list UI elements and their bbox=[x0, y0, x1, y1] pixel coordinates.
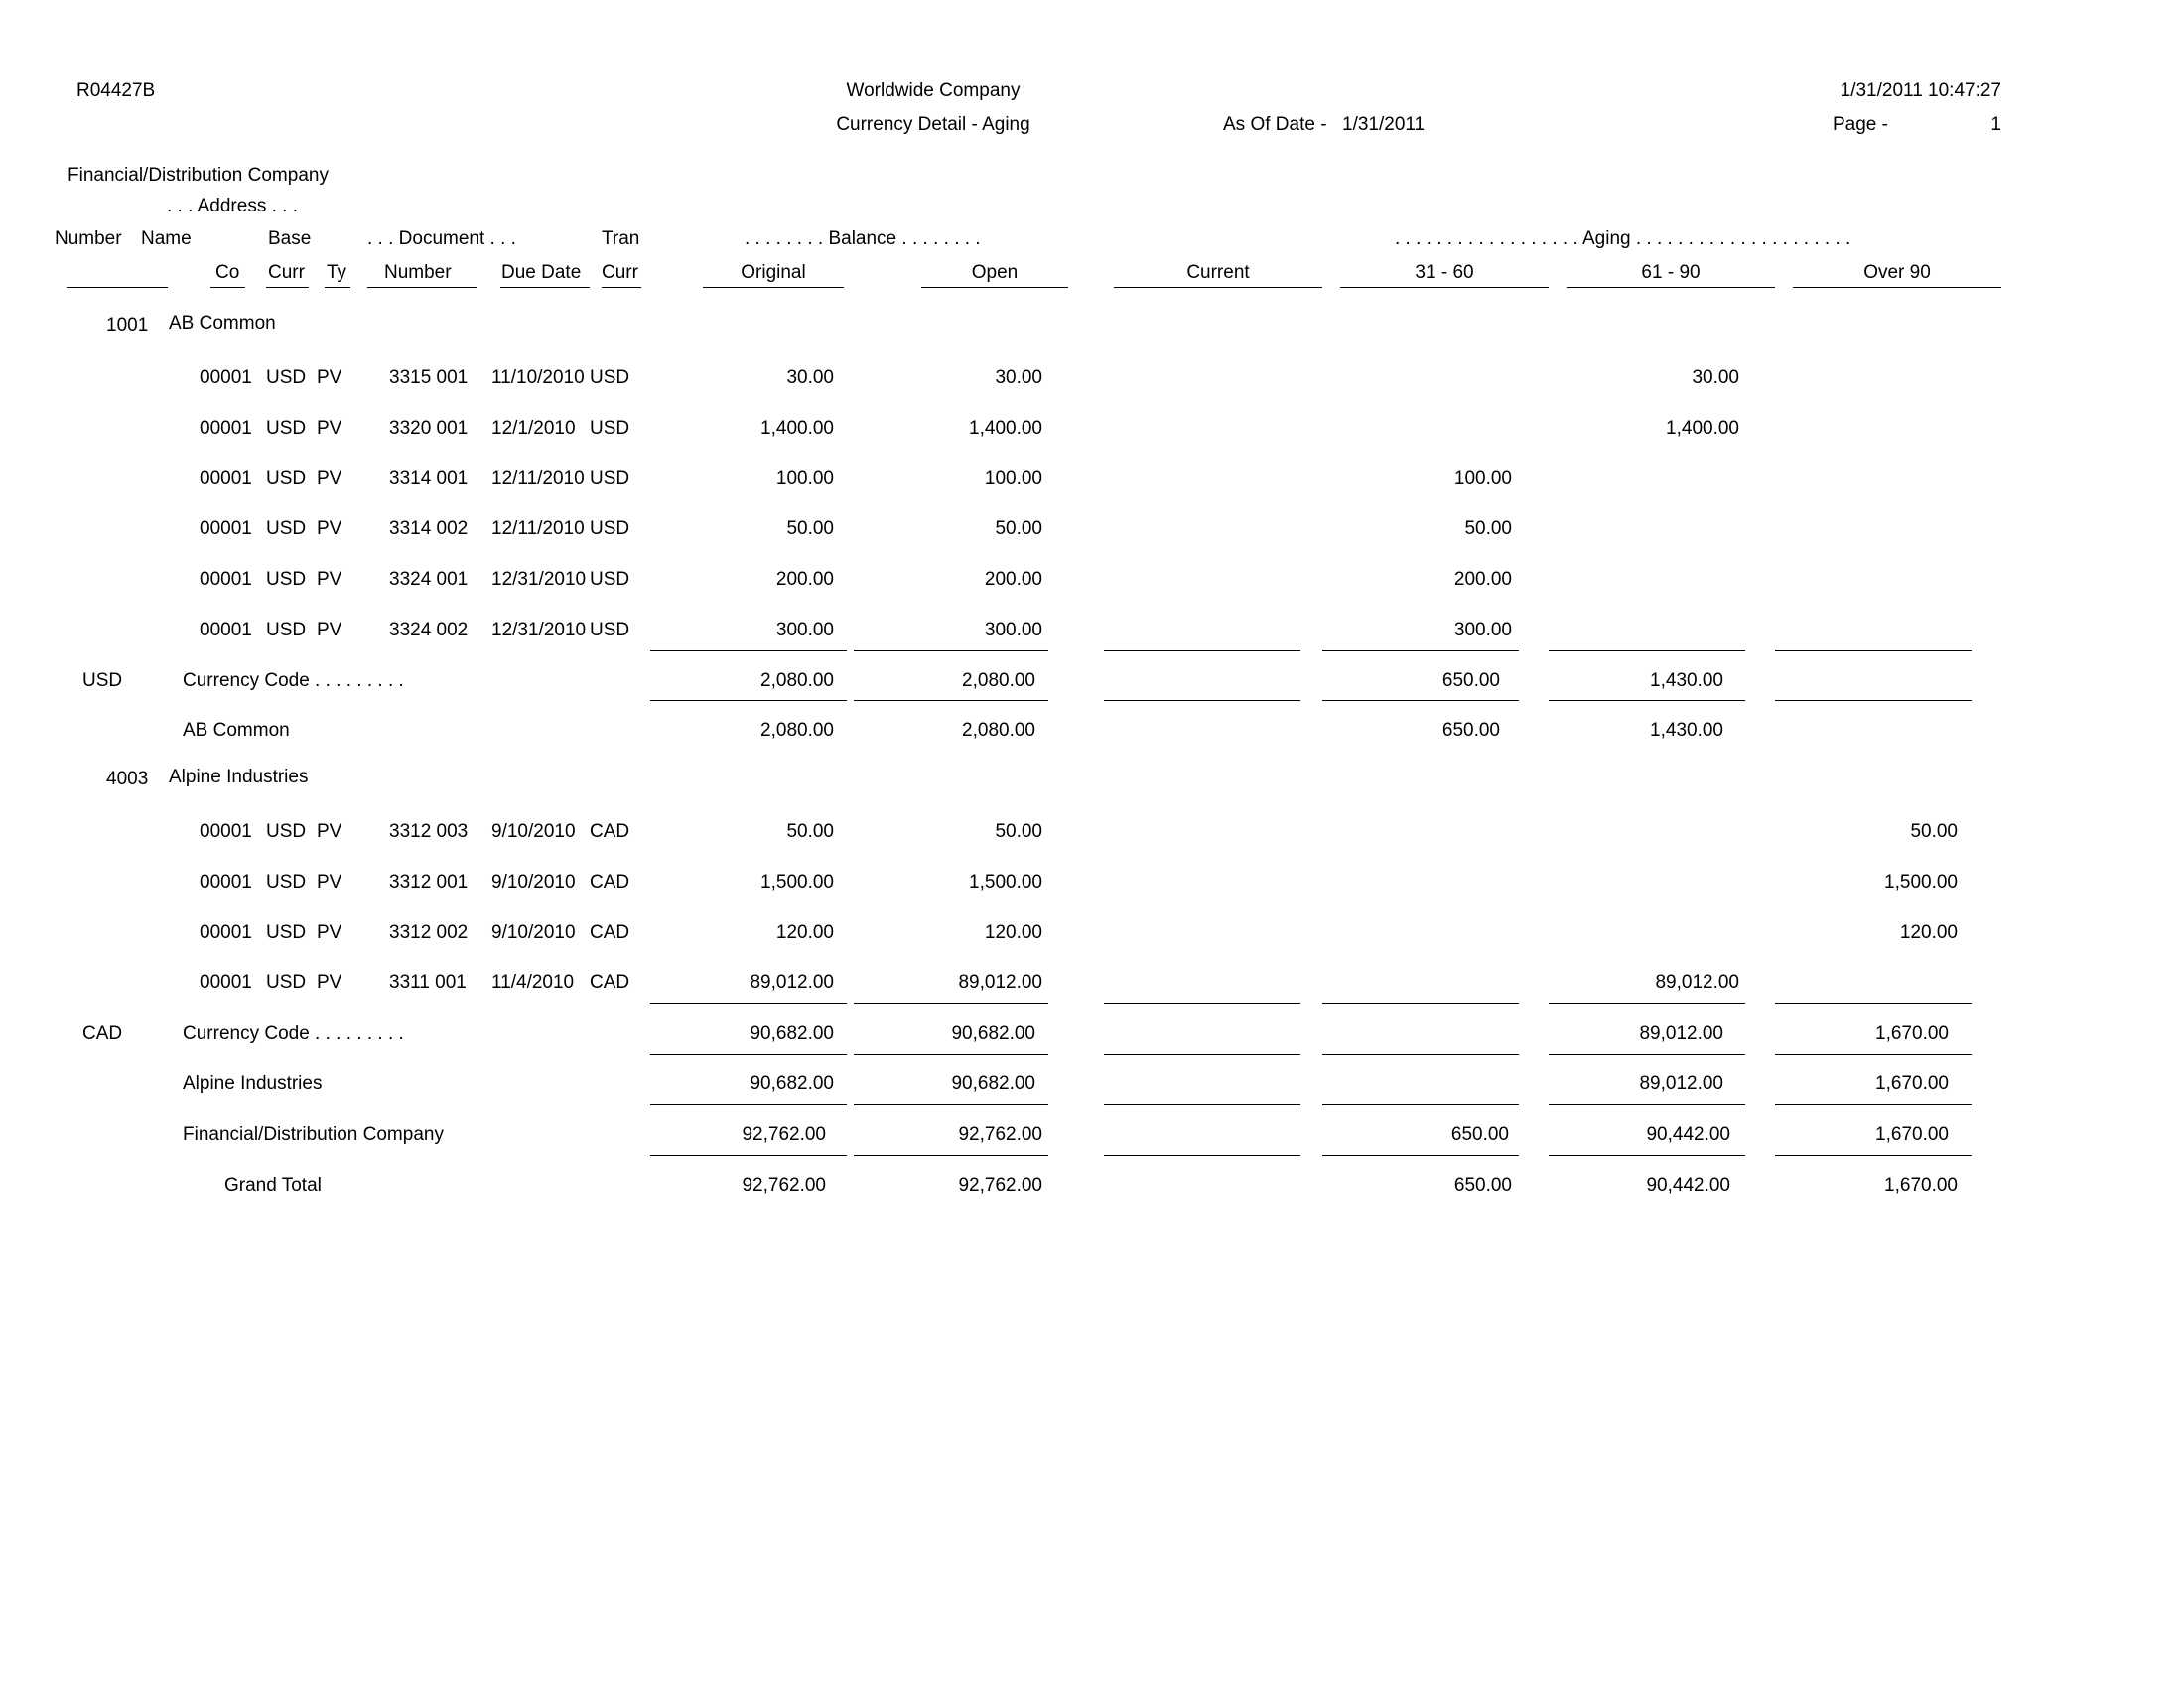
row-co: 00001 bbox=[200, 872, 252, 893]
total-rule bbox=[1549, 1104, 1745, 1105]
total-rule bbox=[1775, 1003, 1972, 1004]
address-number: 1001 bbox=[106, 315, 149, 336]
total-rule bbox=[650, 1104, 847, 1105]
col-61-90: 61 - 90 bbox=[1641, 262, 1701, 283]
row-open: 50.00 bbox=[995, 821, 1042, 842]
row-doc-number: 3324 001 bbox=[389, 569, 469, 590]
header-underline bbox=[1567, 287, 1775, 288]
row-open: 200.00 bbox=[984, 569, 1042, 590]
row-tran-curr: USD bbox=[590, 367, 630, 388]
row-over: 120.00 bbox=[1899, 922, 1958, 943]
total-rule bbox=[1322, 1054, 1519, 1055]
row-original: 89,012.00 bbox=[750, 972, 834, 993]
total-rule bbox=[854, 1003, 1048, 1004]
total-rule bbox=[1549, 700, 1745, 701]
name-total-original: 2,080.00 bbox=[760, 720, 834, 741]
row-base-curr: USD bbox=[266, 418, 307, 439]
header-underline bbox=[602, 287, 641, 288]
row-tran-curr: CAD bbox=[590, 872, 630, 893]
grand-total-open: 92,762.00 bbox=[958, 1175, 1042, 1196]
name-total-d61: 89,012.00 bbox=[1639, 1073, 1723, 1094]
total-rule bbox=[1549, 650, 1745, 651]
as-of-date: 1/31/2011 bbox=[1342, 114, 1426, 135]
header-underline bbox=[367, 287, 477, 288]
row-doc-number: 3312 001 bbox=[389, 872, 469, 893]
row-open: 1,500.00 bbox=[969, 872, 1042, 893]
total-rule bbox=[650, 1054, 847, 1055]
col-tran-curr: Curr bbox=[602, 262, 638, 283]
total-rule bbox=[1104, 1104, 1300, 1105]
row-type: PV bbox=[317, 569, 342, 590]
total-rule bbox=[1322, 1155, 1519, 1156]
row-base-curr: USD bbox=[266, 922, 307, 943]
currency-code: USD bbox=[82, 670, 123, 691]
report-id: R04427B bbox=[76, 80, 156, 101]
currency-total-open: 90,682.00 bbox=[951, 1023, 1035, 1044]
grand-total-label: Grand Total bbox=[224, 1175, 322, 1196]
company-total-d61: 90,442.00 bbox=[1646, 1124, 1730, 1145]
name-total-open: 90,682.00 bbox=[951, 1073, 1035, 1094]
header-underline bbox=[1340, 287, 1549, 288]
row-co: 00001 bbox=[200, 367, 252, 388]
row-due-date: 12/11/2010 bbox=[491, 518, 585, 539]
row-doc-number: 3312 002 bbox=[389, 922, 469, 943]
row-original: 200.00 bbox=[775, 569, 834, 590]
row-tran-curr: CAD bbox=[590, 821, 630, 842]
total-rule bbox=[1104, 1155, 1300, 1156]
row-co: 00001 bbox=[200, 569, 252, 590]
row-tran-curr: USD bbox=[590, 418, 630, 439]
name-total-label: AB Common bbox=[183, 720, 290, 741]
row-due-date: 12/31/2010 bbox=[491, 569, 587, 590]
row-co: 00001 bbox=[200, 972, 252, 993]
row-open: 120.00 bbox=[984, 922, 1042, 943]
row-doc-number: 3314 001 bbox=[389, 468, 469, 489]
grand-total-d31: 650.00 bbox=[1453, 1175, 1512, 1196]
total-rule bbox=[1104, 650, 1300, 651]
row-base-curr: USD bbox=[266, 569, 307, 590]
row-open: 50.00 bbox=[995, 518, 1042, 539]
total-rule bbox=[1322, 700, 1519, 701]
row-open: 100.00 bbox=[984, 468, 1042, 489]
total-rule bbox=[1549, 1054, 1745, 1055]
col-due-date: Due Date bbox=[501, 262, 582, 283]
total-rule bbox=[650, 1155, 847, 1156]
row-type: PV bbox=[317, 418, 342, 439]
row-type: PV bbox=[317, 620, 342, 640]
row-base-curr: USD bbox=[266, 518, 307, 539]
col-address: . . . Address . . . bbox=[167, 196, 298, 216]
name-total-label: Alpine Industries bbox=[183, 1073, 323, 1094]
total-rule bbox=[854, 1054, 1048, 1055]
total-rule bbox=[1322, 1003, 1519, 1004]
total-rule bbox=[1775, 1104, 1972, 1105]
row-tran-curr: USD bbox=[590, 569, 630, 590]
row-original: 120.00 bbox=[775, 922, 834, 943]
total-rule bbox=[1104, 700, 1300, 701]
name-total-original: 90,682.00 bbox=[750, 1073, 834, 1094]
row-d61: 30.00 bbox=[1692, 367, 1739, 388]
total-rule bbox=[854, 700, 1048, 701]
row-due-date: 9/10/2010 bbox=[491, 872, 576, 893]
row-due-date: 11/4/2010 bbox=[491, 972, 575, 993]
company-title: Worldwide Company bbox=[846, 80, 1021, 101]
page-label: Page - bbox=[1833, 114, 1888, 135]
as-of-label: As Of Date - bbox=[1223, 114, 1327, 135]
row-original: 30.00 bbox=[786, 367, 834, 388]
name-total-d61: 1,430.00 bbox=[1650, 720, 1723, 741]
col-original: Original bbox=[741, 262, 806, 283]
currency-code: CAD bbox=[82, 1023, 123, 1044]
row-d31: 200.00 bbox=[1453, 569, 1512, 590]
row-original: 1,400.00 bbox=[760, 418, 834, 439]
row-tran-curr: USD bbox=[590, 620, 630, 640]
currency-total-original: 2,080.00 bbox=[760, 670, 834, 691]
row-over: 50.00 bbox=[1910, 821, 1958, 842]
company-total-original: 92,762.00 bbox=[742, 1124, 826, 1145]
row-doc-number: 3314 002 bbox=[389, 518, 469, 539]
col-document: . . . Document . . . bbox=[367, 228, 516, 249]
col-curr: Curr bbox=[268, 262, 305, 283]
total-rule bbox=[1775, 650, 1972, 651]
total-rule bbox=[1549, 1003, 1745, 1004]
grand-total-over: 1,670.00 bbox=[1884, 1175, 1958, 1196]
row-tran-curr: USD bbox=[590, 518, 630, 539]
address-number: 4003 bbox=[106, 769, 149, 789]
header-underline bbox=[266, 287, 309, 288]
row-tran-curr: USD bbox=[590, 468, 630, 489]
col-open: Open bbox=[971, 262, 1019, 283]
row-open: 89,012.00 bbox=[958, 972, 1042, 993]
row-type: PV bbox=[317, 872, 342, 893]
row-base-curr: USD bbox=[266, 972, 307, 993]
header-underline bbox=[1793, 287, 2001, 288]
col-over-90: Over 90 bbox=[1863, 262, 1931, 283]
row-open: 300.00 bbox=[984, 620, 1042, 640]
row-due-date: 9/10/2010 bbox=[491, 821, 576, 842]
row-d31: 50.00 bbox=[1464, 518, 1512, 539]
header-underline bbox=[1114, 287, 1322, 288]
currency-total-over: 1,670.00 bbox=[1875, 1023, 1949, 1044]
currency-total-d61: 89,012.00 bbox=[1639, 1023, 1723, 1044]
total-rule bbox=[650, 650, 847, 651]
col-tran: Tran bbox=[602, 228, 640, 249]
row-open: 30.00 bbox=[995, 367, 1042, 388]
row-base-curr: USD bbox=[266, 367, 307, 388]
currency-total-d61: 1,430.00 bbox=[1650, 670, 1723, 691]
row-tran-curr: CAD bbox=[590, 972, 630, 993]
col-balance: . . . . . . . . Balance . . . . . . . . bbox=[745, 228, 981, 249]
name-total-d31: 650.00 bbox=[1441, 720, 1500, 741]
address-name: Alpine Industries bbox=[169, 767, 309, 787]
col-doc-number: Number bbox=[384, 262, 452, 283]
header-underline bbox=[210, 287, 245, 288]
row-original: 300.00 bbox=[775, 620, 834, 640]
currency-total-d31: 650.00 bbox=[1441, 670, 1500, 691]
row-type: PV bbox=[317, 367, 342, 388]
col-ty: Ty bbox=[327, 262, 347, 283]
header-underline bbox=[325, 287, 350, 288]
total-rule bbox=[1104, 1003, 1300, 1004]
total-rule bbox=[1775, 1155, 1972, 1156]
currency-total-original: 90,682.00 bbox=[750, 1023, 834, 1044]
row-co: 00001 bbox=[200, 518, 252, 539]
row-base-curr: USD bbox=[266, 872, 307, 893]
row-over: 1,500.00 bbox=[1884, 872, 1958, 893]
row-base-curr: USD bbox=[266, 620, 307, 640]
total-rule bbox=[1322, 1104, 1519, 1105]
header-underline bbox=[500, 287, 590, 288]
col-aging: . . . . . . . . . . . . . . . . . . Aging . . . . . . . . . . . . . . . . . . . . . bbox=[1395, 228, 1851, 249]
row-doc-number: 3324 002 bbox=[389, 620, 469, 640]
row-doc-number: 3320 001 bbox=[389, 418, 469, 439]
header-underline bbox=[67, 287, 168, 288]
row-d31: 100.00 bbox=[1453, 468, 1512, 489]
total-rule bbox=[854, 1155, 1048, 1156]
row-due-date: 12/1/2010 bbox=[491, 418, 576, 439]
row-original: 100.00 bbox=[775, 468, 834, 489]
row-type: PV bbox=[317, 922, 342, 943]
row-base-curr: USD bbox=[266, 468, 307, 489]
row-original: 50.00 bbox=[786, 518, 834, 539]
row-tran-curr: CAD bbox=[590, 922, 630, 943]
total-rule bbox=[1322, 650, 1519, 651]
company-total-d31: 650.00 bbox=[1450, 1124, 1509, 1145]
company-total-over: 1,670.00 bbox=[1875, 1124, 1949, 1145]
total-rule bbox=[1775, 1054, 1972, 1055]
currency-code-label: Currency Code . . . . . . . . . bbox=[183, 670, 404, 691]
row-type: PV bbox=[317, 518, 342, 539]
row-d61: 89,012.00 bbox=[1655, 972, 1739, 993]
grand-total-original: 92,762.00 bbox=[742, 1175, 826, 1196]
row-co: 00001 bbox=[200, 468, 252, 489]
row-d31: 300.00 bbox=[1453, 620, 1512, 640]
page-number: 1 bbox=[1990, 114, 2001, 135]
row-type: PV bbox=[317, 972, 342, 993]
currency-total-open: 2,080.00 bbox=[962, 670, 1035, 691]
row-due-date: 12/11/2010 bbox=[491, 468, 585, 489]
grand-total-d61: 90,442.00 bbox=[1646, 1175, 1730, 1196]
row-doc-number: 3312 003 bbox=[389, 821, 469, 842]
header-underline bbox=[921, 287, 1068, 288]
col-name: Name bbox=[141, 228, 192, 249]
row-open: 1,400.00 bbox=[969, 418, 1042, 439]
col-31-60: 31 - 60 bbox=[1415, 262, 1474, 283]
company-name: Financial/Distribution Company bbox=[68, 165, 329, 186]
col-base: Base bbox=[268, 228, 312, 249]
row-original: 50.00 bbox=[786, 821, 834, 842]
row-due-date: 9/10/2010 bbox=[491, 922, 576, 943]
name-total-open: 2,080.00 bbox=[962, 720, 1035, 741]
row-co: 00001 bbox=[200, 821, 252, 842]
col-current: Current bbox=[1186, 262, 1250, 283]
row-doc-number: 3315 001 bbox=[389, 367, 469, 388]
row-co: 00001 bbox=[200, 418, 252, 439]
report-title: Currency Detail - Aging bbox=[836, 114, 1030, 135]
col-co: Co bbox=[215, 262, 240, 283]
total-rule bbox=[854, 650, 1048, 651]
report-datetime: 1/31/2011 10:47:27 bbox=[1840, 80, 2001, 101]
total-rule bbox=[1104, 1054, 1300, 1055]
row-d61: 1,400.00 bbox=[1666, 418, 1739, 439]
address-name: AB Common bbox=[169, 313, 276, 334]
total-rule bbox=[650, 1003, 847, 1004]
total-rule bbox=[650, 700, 847, 701]
col-number: Number bbox=[55, 228, 122, 249]
row-type: PV bbox=[317, 821, 342, 842]
row-type: PV bbox=[317, 468, 342, 489]
row-co: 00001 bbox=[200, 922, 252, 943]
row-original: 1,500.00 bbox=[760, 872, 834, 893]
company-total-label: Financial/Distribution Company bbox=[183, 1124, 444, 1145]
name-total-over: 1,670.00 bbox=[1875, 1073, 1949, 1094]
total-rule bbox=[1549, 1155, 1745, 1156]
currency-code-label: Currency Code . . . . . . . . . bbox=[183, 1023, 404, 1044]
row-base-curr: USD bbox=[266, 821, 307, 842]
row-due-date: 12/31/2010 bbox=[491, 620, 587, 640]
company-total-open: 92,762.00 bbox=[958, 1124, 1042, 1145]
header-underline bbox=[703, 287, 844, 288]
total-rule bbox=[854, 1104, 1048, 1105]
total-rule bbox=[1775, 700, 1972, 701]
row-due-date: 11/10/2010 bbox=[491, 367, 585, 388]
row-co: 00001 bbox=[200, 620, 252, 640]
row-doc-number: 3311 001 bbox=[389, 972, 467, 993]
